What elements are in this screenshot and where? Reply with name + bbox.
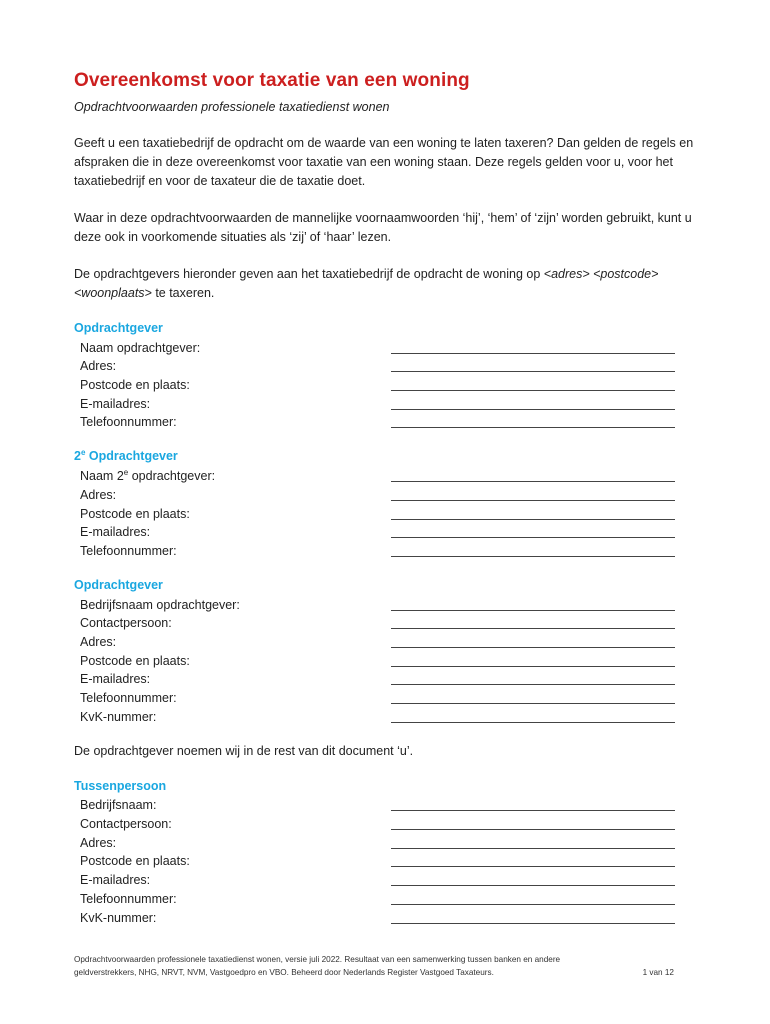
field-row [74, 688, 694, 707]
field-label [74, 467, 391, 485]
intro-paragraph-1: Geeft u een taxatiebedrijf de opdracht om de waarde van een woning te laten taxeren? Dan gelden de regels en afspraken die in deze overeenkomst voor taxatie van een woning staan. Deze regels gelden voor u, voor het taxatiebedrijf en voor de taxateur die de taxatie doet. [74, 136, 694, 188]
field-row [74, 852, 694, 871]
field-label: E-mailadres: [80, 672, 151, 687]
field-label: Telefoonnummer: [80, 691, 177, 705]
section-title: Opdrachtgever [74, 577, 163, 592]
field-row [74, 651, 694, 670]
fill-in-line[interactable] [391, 488, 675, 501]
field-row [74, 541, 694, 560]
field-label: E-mailadres: [80, 396, 151, 411]
fill-in-line[interactable] [391, 359, 675, 372]
section-title [74, 447, 694, 466]
section-opdrachtgever-bedrijf [74, 576, 694, 726]
fill-in-line[interactable] [391, 854, 675, 867]
field-row [74, 889, 694, 908]
section-title: Opdrachtgever [74, 321, 163, 335]
field-row [74, 523, 694, 542]
fill-in-line[interactable] [391, 525, 675, 538]
fill-in-line[interactable] [391, 635, 675, 648]
address-placeholder: <adres> <postcode> [543, 267, 659, 281]
field-label: Contactpersoon: [80, 616, 172, 631]
fill-in-line[interactable] [391, 691, 675, 704]
field-row [74, 394, 694, 413]
field-label: Postcode en plaats: [80, 854, 190, 869]
fill-in-line[interactable] [391, 544, 675, 557]
label-text: Naam 2 [80, 469, 124, 484]
label-superscript: e [123, 467, 129, 477]
document-page [74, 70, 694, 927]
field-row [74, 413, 694, 432]
footer-line-2: geldverstrekkers, NHG, NRVT, NVM, Vastgoedpro en VBO. Beheerd door Nederlands Register Vastgoed Taxateurs. [74, 968, 494, 977]
section-opdrachtgever-1 [74, 319, 694, 431]
field-label: Adres: [80, 359, 117, 374]
fill-in-line[interactable] [391, 672, 675, 685]
field-row [74, 485, 694, 504]
page-number: 1 van 12 [642, 968, 674, 977]
intro-paragraph-2: Waar in deze opdrachtvoorwaarden de mannelijke voornaamwoorden ‘hij’, ‘hem’ of ‘zijn’ worden gebruikt, kunt u deze ook in voorkomende situaties als ‘zij’ of ‘haar’ lezen. [74, 211, 692, 244]
fill-in-line[interactable] [391, 911, 675, 924]
fill-in-line[interactable] [391, 654, 675, 667]
fill-in-line[interactable] [391, 469, 675, 482]
field-label: Postcode en plaats: [80, 378, 190, 393]
city-placeholder: <woonplaats> [74, 286, 152, 300]
field-row [74, 357, 694, 376]
field-label: Postcode en plaats: [80, 653, 190, 668]
section-opdrachtgever-2 [74, 447, 694, 559]
field-label: Postcode en plaats: [80, 506, 190, 521]
field-row [74, 908, 694, 927]
fill-in-line[interactable] [391, 873, 675, 886]
title-superscript: e [80, 448, 86, 458]
section-title: Tussenpersoon [74, 778, 167, 793]
note-paragraph: De opdrachtgever noemen wij in de rest van dit document ‘u’. [74, 743, 414, 758]
field-row [74, 375, 694, 394]
field-label: Adres: [80, 487, 117, 502]
label-text-end: opdrachtgever: [128, 469, 216, 484]
field-label: E-mailadres: [80, 525, 151, 540]
field-label: Bedrijfsnaam opdrachtgever: [80, 597, 240, 612]
field-row [74, 814, 694, 833]
fill-in-line[interactable] [391, 341, 675, 354]
fill-in-line[interactable] [391, 710, 675, 723]
fill-in-line[interactable] [391, 598, 675, 611]
fill-in-line[interactable] [391, 892, 675, 905]
field-label: Telefoonnummer: [80, 543, 177, 558]
title-text: Opdrachtgever [85, 449, 178, 464]
field-row [74, 833, 694, 852]
fill-in-line[interactable] [391, 378, 675, 391]
footer-line-1: Opdrachtvoorwaarden professionele taxatiedienst wonen, versie juli 2022. Resultaat van een samenwerking tussen banken en andere [74, 955, 561, 964]
field-row [74, 504, 694, 523]
document-title: Overeenkomst voor taxatie van een woning [74, 70, 470, 91]
intro-p3-text: De opdrachtgevers hieronder geven aan het taxatiebedrijf de opdracht de woning op [74, 267, 544, 281]
title-number: 2 [74, 449, 81, 464]
field-label: E-mailadres: [80, 873, 151, 888]
fill-in-line[interactable] [391, 817, 675, 830]
fill-in-line[interactable] [391, 798, 675, 811]
field-row [74, 707, 694, 726]
fill-in-line[interactable] [391, 616, 675, 629]
field-label: KvK-nummer: [80, 709, 157, 724]
field-row [74, 614, 694, 633]
field-row [74, 670, 694, 689]
field-label: Adres: [80, 634, 117, 649]
fill-in-line[interactable] [391, 415, 675, 428]
document-subtitle: Opdrachtvoorwaarden professionele taxatiedienst wonen [74, 100, 390, 114]
field-label: KvK-nummer: [80, 910, 157, 925]
fill-in-line[interactable] [391, 397, 675, 410]
field-label: Contactpersoon: [80, 817, 172, 832]
field-row [74, 466, 694, 485]
fill-in-line[interactable] [391, 836, 675, 849]
field-row [74, 796, 694, 815]
section-tussenpersoon [74, 777, 694, 927]
page-footer [74, 953, 674, 979]
field-label: Telefoonnummer: [80, 891, 177, 906]
intro-p3-end: te taxeren. [151, 286, 215, 300]
field-label: Bedrijfsnaam: [80, 798, 157, 813]
field-label: Adres: [80, 835, 117, 850]
field-row [74, 870, 694, 889]
field-row [74, 632, 694, 651]
field-row [74, 595, 694, 614]
intro-paragraph-3 [74, 265, 694, 303]
fill-in-line[interactable] [391, 507, 675, 520]
field-label: Telefoonnummer: [80, 415, 177, 430]
field-row [74, 338, 694, 357]
field-label: Naam opdrachtgever: [80, 340, 201, 355]
footer-line-2-row [74, 966, 674, 979]
